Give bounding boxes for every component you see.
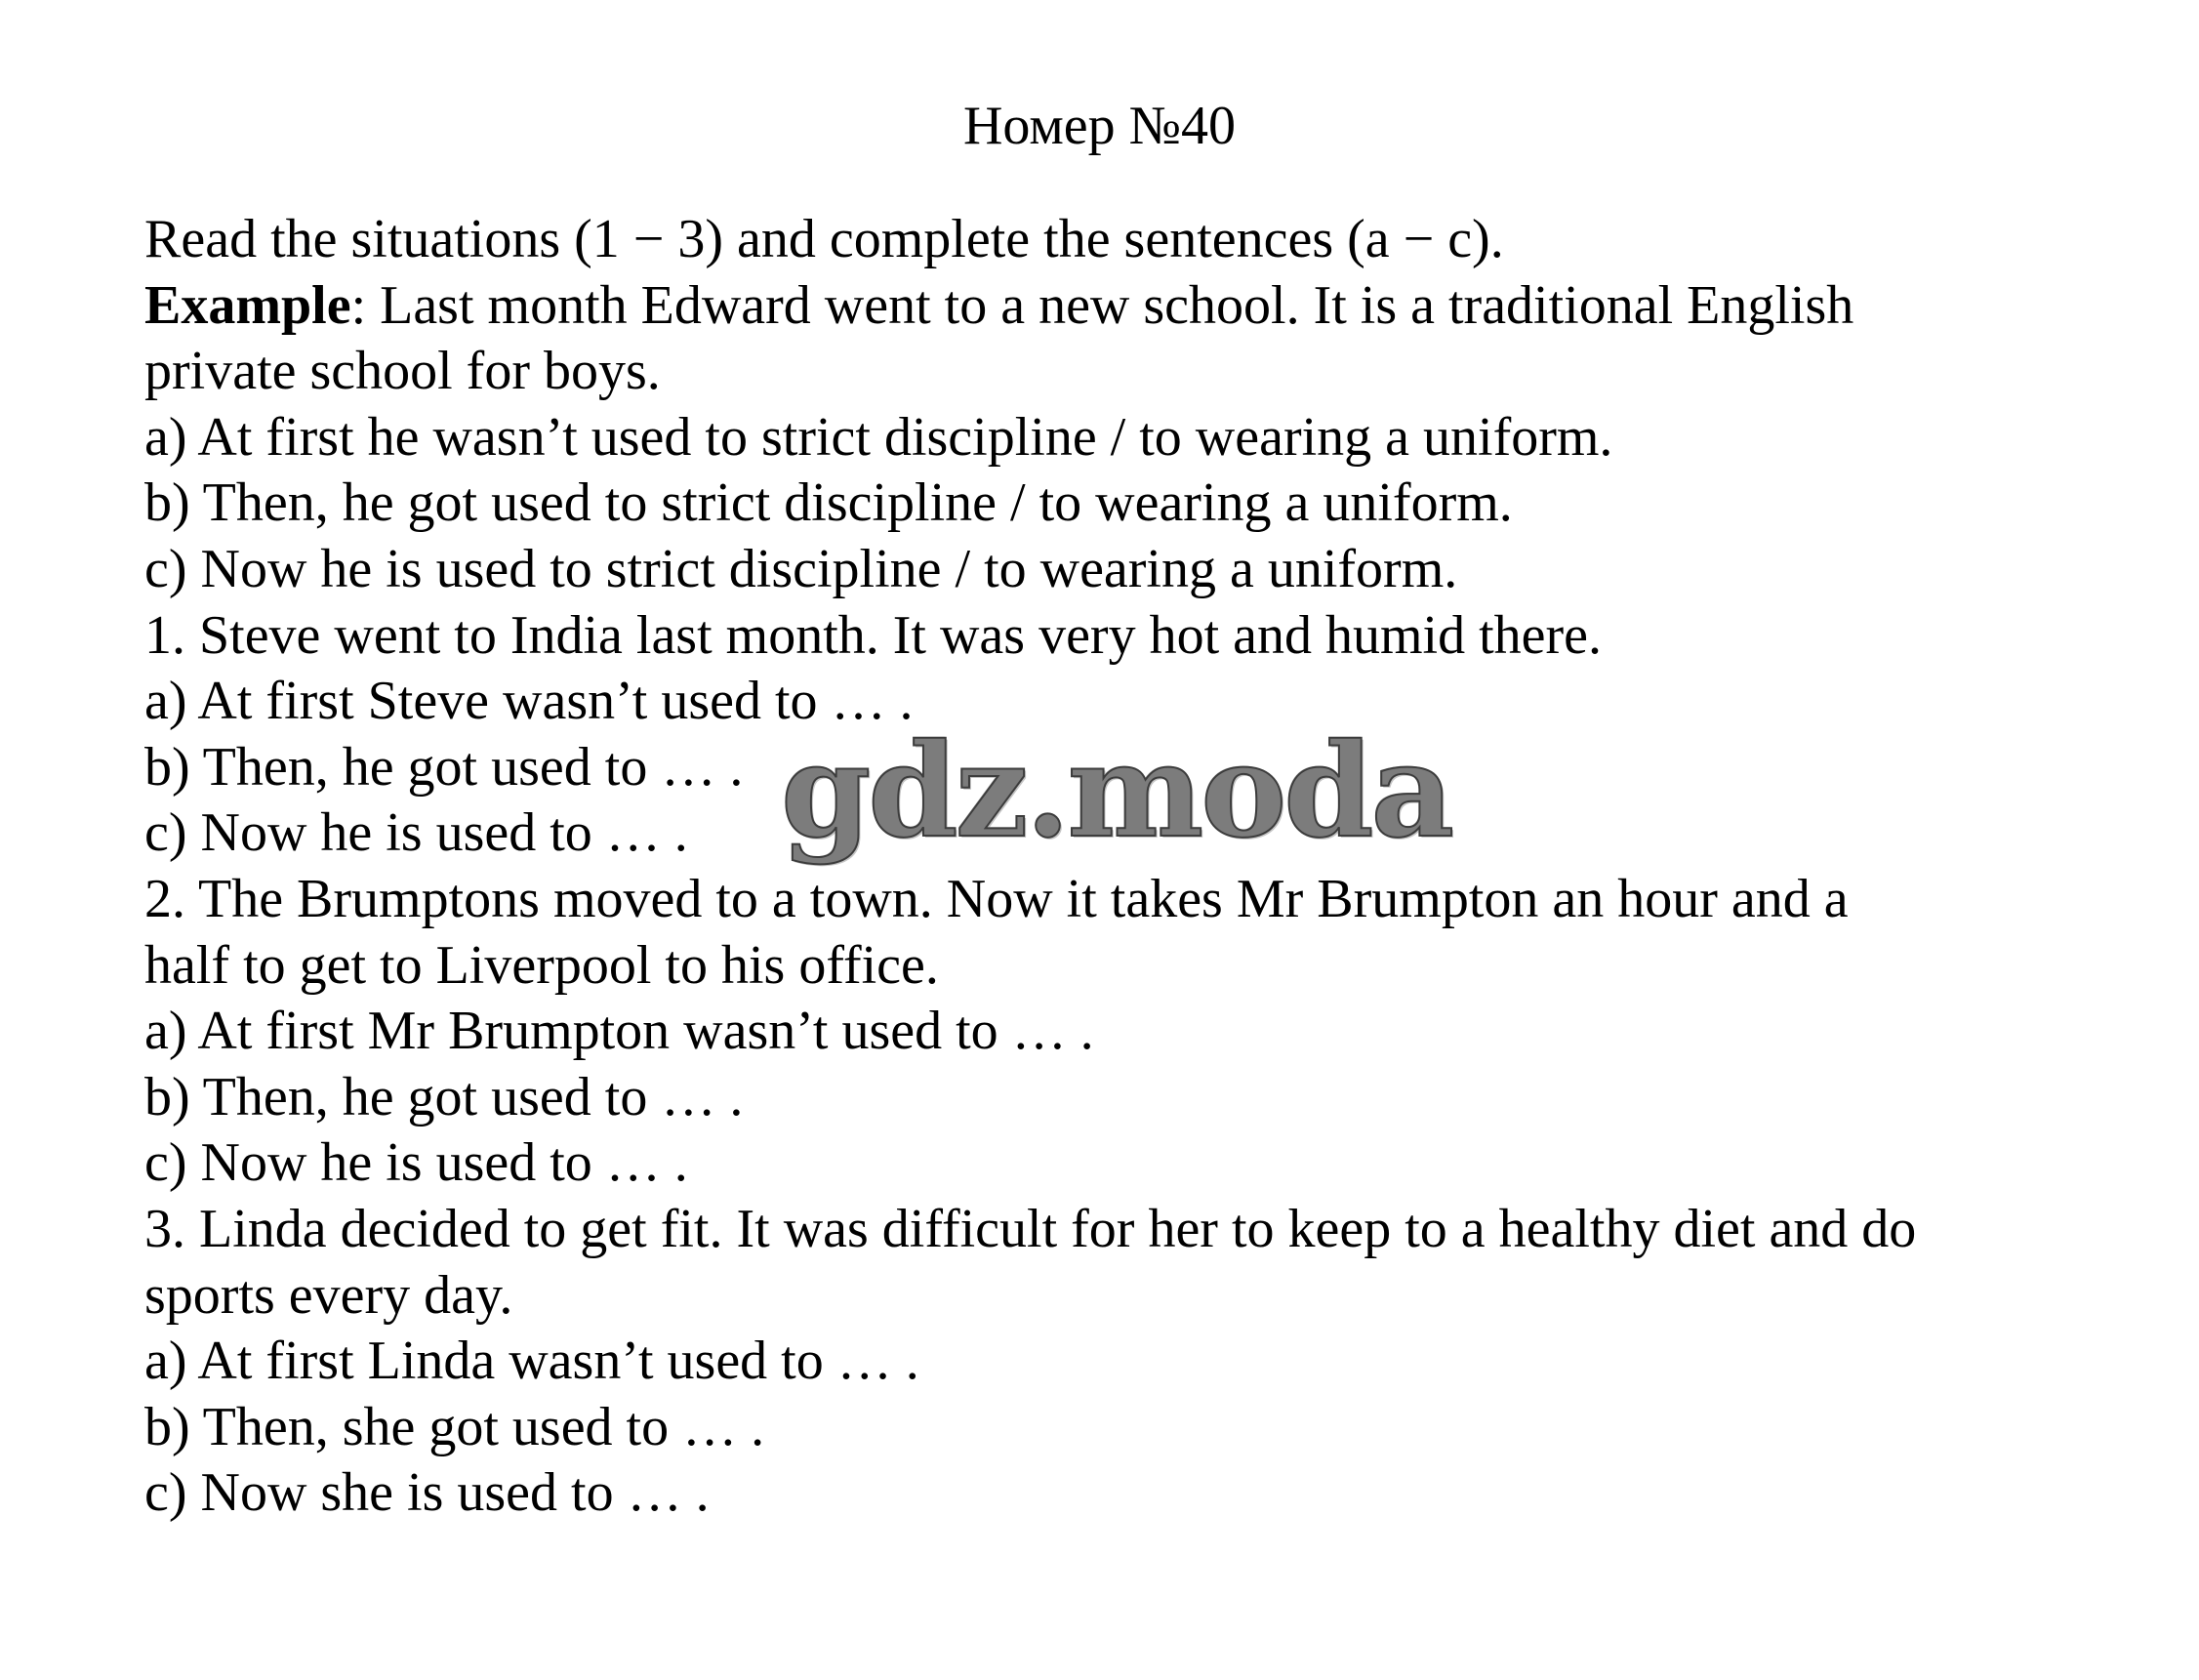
situation-2-sentence-a: a) At first Mr Brumpton wasn’t used to … . <box>144 1001 1094 1062</box>
situation-3-continued: sports every day. <box>144 1264 513 1326</box>
example-sentence-c: c) Now he is used to strict discipline / to wearing a uniform. <box>144 538 1458 599</box>
example-label: Example <box>144 274 351 336</box>
example-line <box>144 273 2097 340</box>
situation-2-continued: half to get to Liverpool to his office. <box>144 934 939 996</box>
situation-1-sentence-c: c) Now he is used to … . <box>144 802 688 864</box>
example-text-continued: private school for boys. <box>144 341 661 402</box>
situation-3-sentence-c: c) Now she is used to … . <box>144 1462 710 1524</box>
situation-3-sentence-a: a) At first Linda wasn’t used to … . <box>144 1331 919 1392</box>
example-sentence-b: b) Then, he got used to strict discipline / to wearing a uniform. <box>144 472 1513 534</box>
situation-3-sentence-b: b) Then, she got used to … . <box>144 1396 765 1457</box>
situation-1: 1. Steve went to India last month. It was very hot and humid there. <box>144 604 1603 666</box>
situation-2-sentence-c: c) Now he is used to … . <box>144 1132 688 1194</box>
watermark-logo: gdz.moda <box>781 716 1452 867</box>
situation-1-sentence-a: a) At first Steve wasn’t used to … . <box>144 671 914 732</box>
situation-3: 3. Linda decided to get fit. It was difficult for her to keep to a healthy diet and do <box>144 1198 1917 1259</box>
page-title: Номер №40 <box>962 96 1237 156</box>
situation-2-sentence-b: b) Then, he got used to … . <box>144 1066 744 1127</box>
instruction-line: Read the situations (1 − 3) and complete the sentences (a − c). <box>144 209 1504 269</box>
situation-1-sentence-b: b) Then, he got used to … . <box>144 736 744 798</box>
situation-2: 2. The Brumptons moved to a town. Now it takes Mr Brumpton an hour and a <box>144 868 1849 929</box>
example-text: : Last month Edward went to a new school. It is a traditional English <box>350 274 1854 336</box>
exercise-content <box>144 207 2097 1527</box>
example-sentence-a: a) At first he wasn’t used to strict discipline / to wearing a uniform. <box>144 406 1613 468</box>
